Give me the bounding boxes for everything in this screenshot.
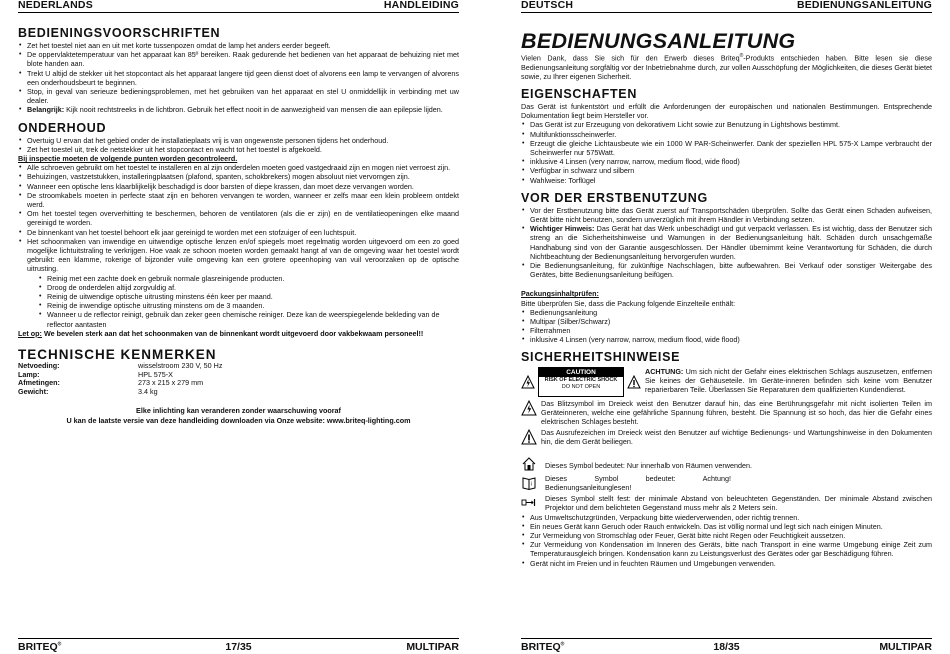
caution-row bbox=[521, 367, 932, 397]
list-item: • Zet het toestel uit, trek de netstekker uit het stopcontact en wacht tot het toestel is afgekoeld. bbox=[18, 145, 459, 154]
symbol-text: Dieses Symbol bedeutet: Nur innerhalb von Räumen verwenden. bbox=[545, 460, 752, 470]
list-item: • Filterrahmen bbox=[521, 326, 932, 335]
maintenance-heading: ONDERHOUD bbox=[18, 120, 107, 135]
list-item: • De oppervlaktetemperatuur van het apparaat kan 85º bereiken. Raak gedurende het bedienen van het apparaat de behuizing niet met blote handen aan. bbox=[18, 50, 459, 68]
list-item bbox=[521, 224, 932, 261]
caution-label bbox=[538, 367, 624, 397]
symbol-text: Das Blitzsymbol im Dreieck weist den Benutzer darauf hin, das eine Berührungsgefahr mit nicht isolierten Teilen im Geräteinneren, welche eine gefährliche Spannung führen, besteht. Die Spannung ist so hoch, das hier die Gefahr eines elektrischen Schlages besteht. bbox=[541, 398, 932, 427]
important-text: Das Gerät hat das Werk unbeschädigt und gut verpackt verlassen. Es ist wichtig, dass der Benutzer sich streng an die Sicherheitshinweise und Warnungen in der Bedienungsanleitung hält. Schäden durch unsachgemäße Handhabung sind von der Garantie ausgeschlossen. Der Händler übernimmt keine Verantwortung für Schäden, die durch Nichtbeachtung der Bedienungsanleitung hervorgerufen wurden. bbox=[530, 224, 932, 261]
spec-value: 3.4 kg bbox=[138, 386, 158, 396]
spec-value: wisselstroom 230 V, 50 Hz bbox=[138, 361, 223, 371]
page-right bbox=[475, 0, 950, 654]
indoor-house-icon bbox=[521, 456, 537, 472]
symbol-text: Dieses Symbol bedeutet: Achtung! Bedienungsanleitunglesen! bbox=[545, 473, 731, 492]
important-text: Kijk nooit rechtstreeks in de lichtbron. Gebruik het effect nooit in de aanwezigheid van mensen die aan epilepsie lijden. bbox=[64, 105, 443, 115]
symbol-row bbox=[521, 494, 932, 512]
notice-block bbox=[18, 406, 459, 424]
symbol-row bbox=[521, 455, 932, 472]
list-item: • Alle schroeven gebruikt om het toestel te installeren en al zijn onderdelen moeten goed vastgedraaid zijn en mogen niet verroest zijn. bbox=[18, 163, 459, 172]
lightning-triangle-icon bbox=[521, 375, 535, 389]
safety-heading: BEDIENINGSVOORSCHRIFTEN bbox=[18, 26, 221, 40]
features-intro: Das Gerät ist funkentstört und erfüllt die Anforderungen der europäischen und nationalen Bestimmungen. Entsprechende Dokumentation liegt beim Hersteller vor. bbox=[521, 102, 932, 121]
safety-list bbox=[18, 41, 459, 115]
list-item: • Ein neues Gerät kann Geruch oder Rauch entwickeln. Das ist völlig normal und legt sich nach einigen Minuten. bbox=[521, 522, 932, 531]
page-header bbox=[521, 0, 932, 13]
list-item: • Reinig met een zachte doek en gebruik normale glasreinigende producten. bbox=[38, 274, 459, 283]
list-item: • Zur Vermeidung von Kondensation im Inneren des Geräts, bitte nach Transport in eine warme Umgebung einige Zeit zum Temperaturausgleich bringen. Kondensation kann zu Leistungsverlust des Gerätes oder gar Beschädigung führen. bbox=[521, 540, 932, 558]
footer-brand: BRITEQ® bbox=[18, 641, 62, 653]
page-footer bbox=[18, 638, 459, 653]
list-item: • inklusive 4 Linsen (very narrow, narrow, medium flood, wide flood) bbox=[521, 157, 932, 166]
footer-page-number: 17/35 bbox=[225, 641, 252, 653]
list-item: • Reinig de uitwendige optische uitrusting minstens één keer per maand. bbox=[38, 292, 459, 301]
features-list bbox=[521, 120, 932, 184]
exclamation-triangle-icon bbox=[627, 375, 641, 389]
list-item: • De stroomkabels moeten in perfecte staat zijn en behoren vervangen te worden, wanneer er zelfs maar een klein probleem ontdekt werd. bbox=[18, 191, 459, 209]
safety-heading: SICHERHEITSHINWEISE bbox=[521, 349, 681, 364]
note-label: Let op: bbox=[18, 328, 42, 338]
list-item: • Behuizingen, vastzetstukken, installeringplaatsen (plafond, spanten, schokbrekers) mogen absoluut niet vervorngen zijn. bbox=[18, 172, 459, 181]
list-item: • Zur Vermeidung von Stromschlag oder Feuer, Gerät bitte nicht Regen oder Feuchtigkeit aussetzen. bbox=[521, 531, 932, 540]
exclamation-triangle-icon bbox=[521, 429, 537, 445]
safety-list bbox=[521, 513, 932, 568]
header-title: HANDLEIDING bbox=[383, 0, 459, 11]
header-title: BEDIENUNGSANLEITUNG bbox=[796, 0, 932, 11]
first-use-heading: VOR DER ERSTBENUTZUNG bbox=[521, 190, 708, 205]
spec-table bbox=[18, 362, 459, 396]
tech-heading: TECHNISCHE KENMERKEN bbox=[18, 347, 217, 363]
main-title: BEDIENUNGSANLEITUNG bbox=[521, 29, 796, 53]
list-item: • Wanneer u de reflector reinigt, gebruik dan zeker geen chemische reiniger. Deze kan de weerspiegelende bekleding van de reflector aantasten bbox=[38, 310, 459, 328]
important-label: Belangrijk: bbox=[27, 105, 65, 115]
page-header bbox=[18, 0, 459, 13]
list-item: • Multipar (Silber/Schwarz) bbox=[521, 317, 932, 326]
list-item: • Aus Umweltschutzgründen, Verpackung bitte wiederverwenden, oder richtig trennen. bbox=[521, 513, 932, 522]
spec-value: HPL 575-X bbox=[138, 369, 173, 379]
maintenance-list bbox=[18, 136, 459, 154]
note-text: We bevelen sterk aan dat het schoonmaken van de binnenkant wordt uitgevoerd door vakbekwaam personeel!! bbox=[41, 328, 424, 338]
header-language: NEDERLANDS bbox=[18, 0, 93, 11]
spec-key: Afmetingen: bbox=[18, 378, 60, 388]
list-item: • inklusive 4 Linsen (very narrow, narrow, medium flood, wide flood) bbox=[521, 335, 932, 344]
list-item: • Wahlweise: Torflügel bbox=[521, 176, 932, 185]
notice-line: U kan de laatste versie van deze handleiding downloaden via Onze website: www.briteq-lighting.com bbox=[66, 415, 411, 425]
list-item bbox=[18, 105, 459, 114]
symbol-row bbox=[521, 428, 932, 446]
spec-key: Lamp: bbox=[18, 369, 40, 379]
spec-key: Netvoeding: bbox=[18, 361, 60, 371]
list-item: • Vor der Erstbenutzung bitte das Gerät zuerst auf Transportschäden überprüfen. Sollte das Gerät einen Schaden aufweisen, Gerät bitte nicht benutzen, sondern unverzüglich mit ihrem Händler in Verbindung setzen. bbox=[521, 206, 932, 224]
svg-text:i: i bbox=[530, 481, 532, 488]
header-language: DEUTSCH bbox=[521, 0, 574, 11]
list-item: • Om het toestel tegen oververhitting te beschermen, behoren de ventilatoren (als die er zijn) en de ventilatieopeningen elke maand gereinigd te worden. bbox=[18, 209, 459, 227]
list-item: • Die Bedienungsanleitung, für zukünftige Nachschlagen, bitte aufbewahren. Bei Verkauf oder sonstiger Weitergabe des Gerätes, bitte Bedienungsanleitung beifügen. bbox=[521, 261, 932, 279]
list-item: • De binnenkant van het toestel behoort elk jaar gereinigd te worden met een stofzuiger of een luchtspuit. bbox=[18, 228, 459, 237]
caution-line: RISK OF ELECTRIC SHOCK bbox=[544, 376, 618, 383]
caution-line: DO NOT OPEN bbox=[561, 383, 601, 390]
cleaning-list bbox=[18, 274, 459, 329]
list-item: • Overtuig U ervan dat het gebied onder de installatieplaats vrij is van ongewenste personen tijdens het onderhoud. bbox=[18, 136, 459, 145]
list-item: • Het schoonmaken van inwendige en uitwendige optische lenzen en/of spiegels moet regelmatig worden uitgevoerd om een zo goed mogelijke lichtuitstraling te verkrijgen. Hoe vaak ze schoon moeten worden gemaakt hangt af van de omgeving waar het toestel wordt gebruikt: een klamme, rokerige of bijzonder vuile omgeving kan een grotere opeenhoping van vuil veroorzaken op de optische uitrusting. bbox=[18, 237, 459, 274]
first-use-list bbox=[521, 206, 932, 280]
footer-brand: BRITEQ® bbox=[521, 641, 565, 653]
list-item: • Stop, in geval van serieuze bedieningsproblemen, met het gebruiken van het apparaat en stel U onmiddellijk in verbinding met uw dealer. bbox=[18, 87, 459, 105]
features-heading: EIGENSCHAFTEN bbox=[521, 87, 638, 101]
notice-line: Elke inlichting kan veranderen zonder waarschuwing vooraf bbox=[136, 406, 341, 416]
footer-model: MULTIPAR bbox=[406, 641, 459, 653]
list-item: • Gerät nicht im Freien und in feuchten Räumen und Umgebungen verwenden. bbox=[521, 559, 932, 568]
inspection-list bbox=[18, 163, 459, 273]
list-item: • Droog de onderdelen altijd zorgvuldig af. bbox=[38, 283, 459, 292]
symbol-text: Das Ausrufezeichen im Dreieck weist den Benutzer auf wichtige Bedienungs- und Wartungshinweise in den Dokumenten hin, die dem Gerät beiliegen. bbox=[541, 428, 932, 447]
page-footer bbox=[521, 638, 932, 653]
manual-book-icon bbox=[521, 475, 537, 491]
list-item: • Erzeugt die gleiche Lichtausbeute wie ein 1000 W PAR-Scheinwerfer. Dank der speziellen HPL 575-X Lampe verbraucht der Scheinwerfer nur 575Watt. bbox=[521, 139, 932, 157]
list-item: • Trekt U altijd de stekker uit het stopcontact als het apparaat langere tijd geen dienst doet of alvorens een lamp te vervangen of alvorens een onderhoudsbeurt te beginnen. bbox=[18, 69, 459, 87]
symbol-row bbox=[521, 474, 932, 492]
symbol-row bbox=[521, 399, 932, 427]
lightning-triangle-icon bbox=[521, 400, 537, 416]
package-list bbox=[521, 308, 932, 345]
footer-model: MULTIPAR bbox=[879, 641, 932, 653]
list-item: • Multifunktionsscheinwerfer. bbox=[521, 130, 932, 139]
spec-value: 273 x 215 x 279 mm bbox=[138, 378, 204, 388]
list-item: • Verfügbar in schwarz und silbern bbox=[521, 166, 932, 175]
footer-page-number: 18/35 bbox=[713, 641, 740, 653]
list-item: • Wanneer een optische lens klaarblijkelijk beschadigd is door barsten of diepe krassen, dan moet deze vervangen worden. bbox=[18, 182, 459, 191]
package-subheading: Packungsinhaltprüfen: bbox=[521, 289, 599, 299]
list-item: • Das Gerät ist zur Erzeugung von dekorativem Licht sowie zur Benutzung in Lightshows bestimmt. bbox=[521, 120, 932, 129]
spec-key: Gewicht: bbox=[18, 386, 49, 396]
package-intro: Bitte überprüfen Sie, dass die Packung folgende Einzelteile enthält: bbox=[521, 298, 736, 308]
caution-text: ACHTUNG: Um sich nicht der Gefahr eines elektrischen Schlags auszusetzen, entfernen Sie keines der Gehäuseteile. Im Geräte-inneren befinden sich keine vom Benutzer reparierbaren Teile. Überlassen Sie Reparaturen dem qualifizierten Kundendienst. bbox=[645, 366, 932, 395]
symbol-text: Dieses Symbol stellt fest: der minimale Abstand von beleuchteten Gegenständen. Der minimale Abstand zwischen Projektor und dem belichteten Gegenstand muss mehr als 2 Meters sein. bbox=[545, 494, 932, 513]
inspection-subheading: Bij inspectie moeten de volgende punten worden gecontroleerd. bbox=[18, 154, 238, 164]
caution-badge: CAUTION bbox=[539, 368, 623, 377]
important-label: Wichtiger Hinweis: bbox=[530, 224, 595, 234]
intro-paragraph: Vielen Dank, dass Sie sich für den Erwerb dieses Briteq®-Produkts entschieden haben. Bitte lesen sie diese Bedienungsanleitung sorgfältig vor der Inbetriebnahme durch, zur vollen Ausschöpfung der Möglichkeiten, die dieses Gerät bietet sowie, zu Ihrer eigenen Sicherheit. bbox=[521, 53, 932, 81]
list-item: • Bedienungsanleitung bbox=[521, 308, 932, 317]
list-item: • Reinig de inwendige optische uitrusting minstens om de 3 maanden. bbox=[38, 301, 459, 310]
distance-projector-icon bbox=[521, 495, 537, 511]
note-paragraph bbox=[18, 329, 459, 338]
list-item: • Zet het toestel niet aan en uit met korte tussenpozen omdat de lamp het anders eerder begeeft. bbox=[18, 41, 459, 50]
